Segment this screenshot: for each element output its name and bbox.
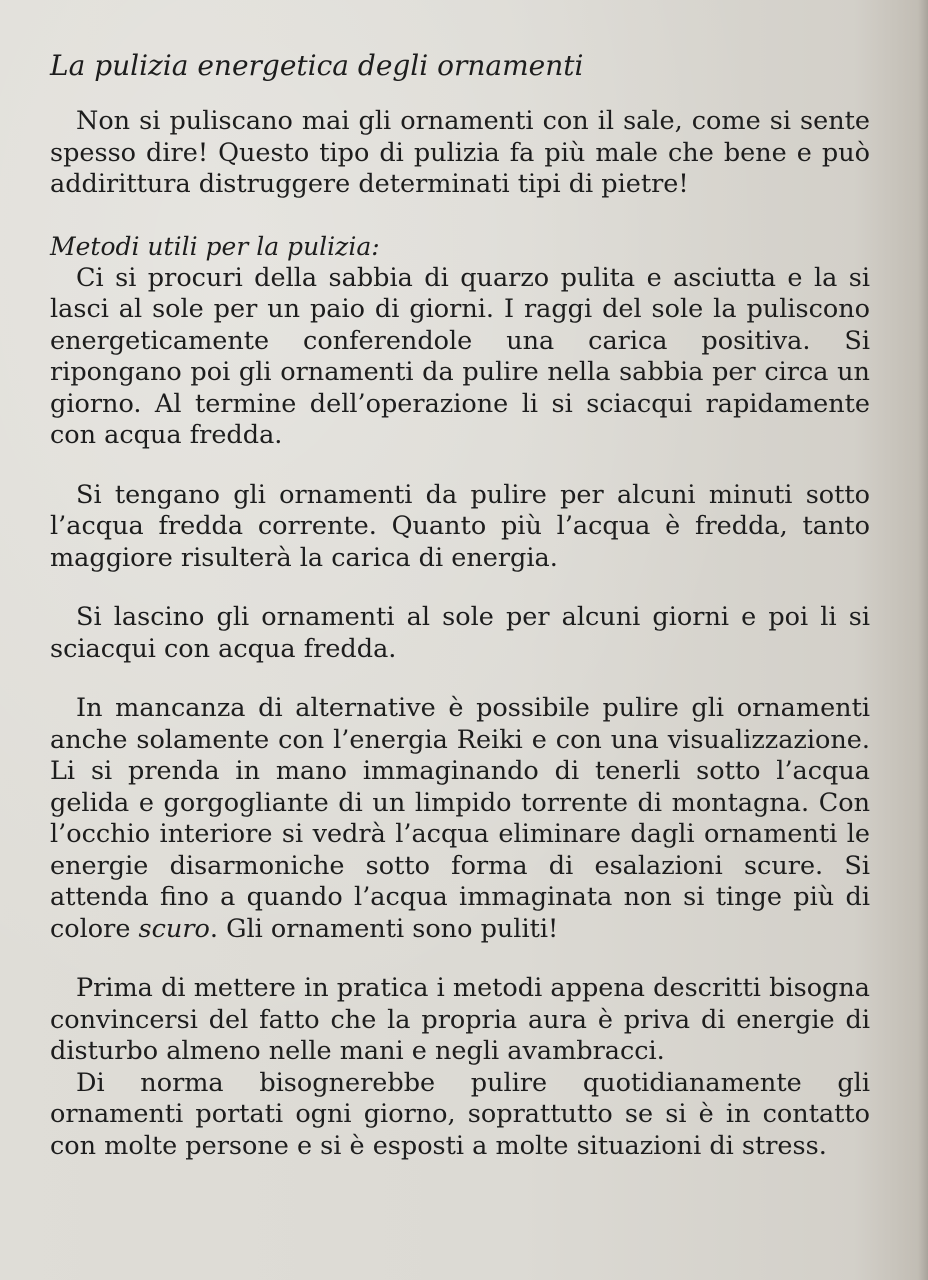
methods-heading: Metodi utili per la pulizia: bbox=[50, 231, 380, 261]
section-title: La pulizia energetica degli ornamenti bbox=[50, 49, 584, 82]
method-reiki-text-end: . Gli ornamenti sono puliti! bbox=[209, 913, 559, 944]
method-sand-paragraph: Ci si procuri della sabbia di quarzo pulita e asciutta e la si lasci al sole per un paio di giorni. I raggi del sole la puliscono energeticamente conferendole una carica positiva. Si ripongano poi gli ornamenti da pulire nella sabbia per circa un giorno. Al termine dell’operazione li si sciacqui rapidamente con acqua fredda. bbox=[50, 262, 870, 450]
method-reiki-emphasis: scuro bbox=[138, 913, 210, 944]
intro-paragraph: Non si puliscano mai gli ornamenti con il sale, come si sente spesso dire! Questo tipo di pulizia fa più male che bene e può addirittura distruggere determinati tipi di pietre! bbox=[50, 106, 870, 199]
daily-cleaning-paragraph: Di norma bisognerebbe pulire quotidianamente gli ornamenti portati ogni giorno, soprattutto se si è in contatto con molte persone e si è esposti a molte situazioni di stress. bbox=[50, 1067, 870, 1161]
method-reiki-text-start: In mancanza di alternative è possibile pulire gli ornamenti anche solamente con l’energia Reiki e con una visualizzazione. Li si prenda in mano immaginando di tenerli sotto l’acqua gelida e gorgogliante di un limpido torrente di montagna. Con l’occhio interiore si vedrà l’acqua eliminare dagli ornamenti le energie disarmoniche sotto forma di esalazioni scure. Si attenda fino a quando l’acqua immaginata non si tinge più di colore bbox=[50, 693, 870, 944]
method-cold-water-paragraph: Si tengano gli ornamenti da pulire per alcuni minuti sotto l’acqua fredda corrente. Quanto più l’acqua è fredda, tanto maggiore risulterà la carica di energia. bbox=[50, 479, 870, 573]
method-reiki-paragraph bbox=[50, 693, 870, 945]
prerequisite-paragraph: Prima di mettere in pratica i metodi appena descritti bisogna convincersi del fatto che la propria aura è priva di energie di disturbo almeno nelle mani e negli avambracci. bbox=[50, 973, 870, 1066]
method-sun-paragraph: Si lascino gli ornamenti al sole per alcuni giorni e poi li si sciacqui con acqua fredda. bbox=[50, 602, 870, 664]
